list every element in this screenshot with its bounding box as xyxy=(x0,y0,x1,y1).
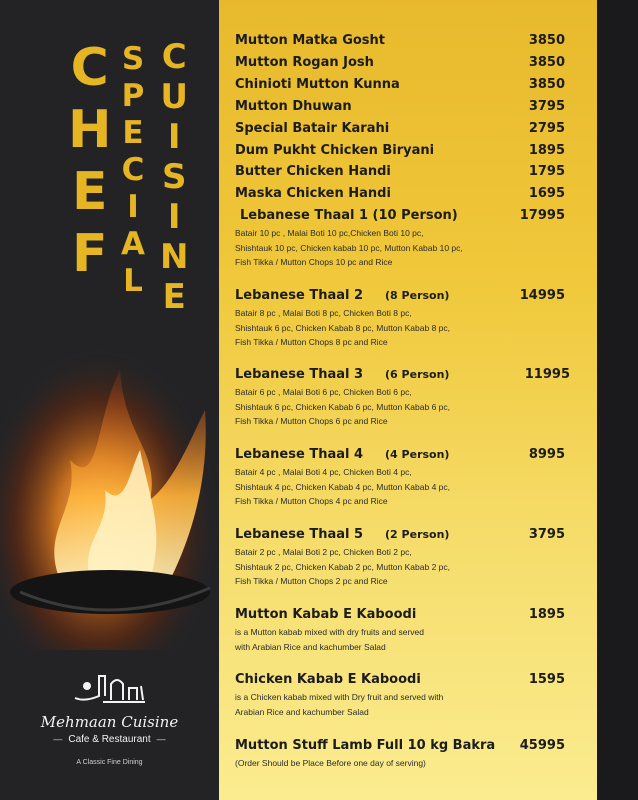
item-description: Batair 4 pc , Malai Boti 4 pc, Chicken Boti 4 pc, Shishtauk 4 pc, Chicken Kabab 4 pc, Mutton Kabab 4 pc, Fish Tikka / Mutton Chops 4 pc and Rice xyxy=(235,467,450,506)
item-description: Batair 8 pc , Malai Boti 8 pc, Chicken Boti 8 pc, Shishtauk 6 pc, Chicken Kabab 8 pc, Mutton Kabab 8 pc, Fish Tikka / Mutton Chops 8 pc and Rice xyxy=(235,308,450,347)
heading-special: S P E C I A L xyxy=(121,41,145,299)
item-description: is a Chicken kabab mixed with Dry fruit and served with Arabian Rice and kachumber Salad xyxy=(235,692,444,717)
menu-item-mutton-kaboodi: Mutton Kabab E Kaboodi 1895 is a Mutton kabab mixed with dry fruits and served with Arabian Rice and kachumber Salad xyxy=(235,607,565,654)
menu-item: Mutton Rogan Josh 3850 xyxy=(235,55,565,70)
menu-item: Mutton Dhuwan 3795 xyxy=(235,99,565,114)
menu-item-thaal-5: Lebanese Thaal 5 (2 Person) 3795 Batair 2 pc , Malai Boti 2 pc, Chicken Boti 2 pc, Shishtauk 2 pc, Chicken Kabab 2 pc, Mutton Kabab 2 pc, Fish Tikka / Mutton Chops 2 pc and Rice xyxy=(235,527,565,589)
menu-item: Chinioti Mutton Kunna 3850 xyxy=(235,77,565,92)
menu-item-thaal-4: Lebanese Thaal 4 (4 Person) 8995 Batair 4 pc , Malai Boti 4 pc, Chicken Boti 4 pc, Shishtauk 4 pc, Chicken Kabab 4 pc, Mutton Kabab 4 pc, Fish Tikka / Mutton Chops 4 pc and Rice xyxy=(235,447,565,509)
left-panel xyxy=(0,0,219,800)
logo-subtitle: — Cafe & Restaurant — xyxy=(0,734,219,745)
logo-name: Mehmaan Cuisine xyxy=(40,713,179,731)
menu-item-thaal-2: Lebanese Thaal 2 (8 Person) 14995 Batair 8 pc , Malai Boti 8 pc, Chicken Boti 8 pc, Shishtauk 6 pc, Chicken Kabab 8 pc, Mutton Kabab 8 pc, Fish Tikka / Mutton Chops 8 pc and Rice xyxy=(235,288,565,350)
menu-item: Dum Pukht Chicken Biryani 1895 xyxy=(235,143,565,158)
heading-cuisine: C U I S I N E xyxy=(160,37,189,317)
menu-item-chicken-kaboodi: Chicken Kabab E Kaboodi 1595 is a Chicken kabab mixed with Dry fruit and served with Arabian Rice and kachumber Salad xyxy=(235,672,565,719)
right-border xyxy=(597,0,638,800)
menu-item-thaal-1: Lebanese Thaal 1 (10 Person) 17995 Batair 10 pc , Malai Boti 10 pc,Chicken Boti 10 pc, Shishtauk 10 pc, Chicken kabab 10 pc, Mutton Kabab 10 pc, Fish Tikka / Mutton Chops 10 pc and Rice xyxy=(235,208,565,270)
heading-chef: C H E F xyxy=(68,38,112,284)
item-description: (Order Should be Place Before one day of serving) xyxy=(235,758,426,768)
menu-item: Maska Chicken Handi 1695 xyxy=(235,186,565,201)
chef-hat-logo-icon xyxy=(65,672,155,706)
item-description: is a Mutton kabab mixed with dry fruits and served with Arabian Rice and kachumber Salad xyxy=(235,627,424,652)
item-description: Batair 2 pc , Malai Boti 2 pc, Chicken Boti 2 pc, Shishtauk 2 pc, Chicken Kabab 2 pc, Mutton Kabab 2 pc, Fish Tikka / Mutton Chops 2 pc and Rice xyxy=(235,547,450,586)
menu-item-lamb-bakra: Mutton Stuff Lamb Full 10 kg Bakra 45995 (Order Should be Place Before one day of serving) xyxy=(235,738,565,771)
menu-item: Mutton Matka Gosht 3850 xyxy=(235,33,565,48)
flame-image xyxy=(0,330,219,650)
item-description: Batair 10 pc , Malai Boti 10 pc,Chicken Boti 10 pc, Shishtauk 10 pc, Chicken kabab 10 pc, Mutton Kabab 10 pc, Fish Tikka / Mutton Chops 10 pc and Rice xyxy=(235,228,463,267)
item-description: Batair 6 pc , Malai Boti 6 pc, Chicken Boti 6 pc, Shishtauk 6 pc, Chicken Kabab 6 pc, Mutton Kabab 6 pc, Fish Tikka / Mutton Chops 6 pc and Rice xyxy=(235,387,450,426)
menu-item-thaal-3: Lebanese Thaal 3 (6 Person) 11995 Batair 6 pc , Malai Boti 6 pc, Chicken Boti 6 pc, Shishtauk 6 pc, Chicken Kabab 6 pc, Mutton Kabab 6 pc, Fish Tikka / Mutton Chops 6 pc and Rice xyxy=(235,367,565,429)
menu-item: Special Batair Karahi 2795 xyxy=(235,121,565,136)
restaurant-logo xyxy=(0,672,219,766)
logo-tagline: A Classic Fine Dining xyxy=(76,759,143,766)
menu-item: Butter Chicken Handi 1795 xyxy=(235,164,565,179)
